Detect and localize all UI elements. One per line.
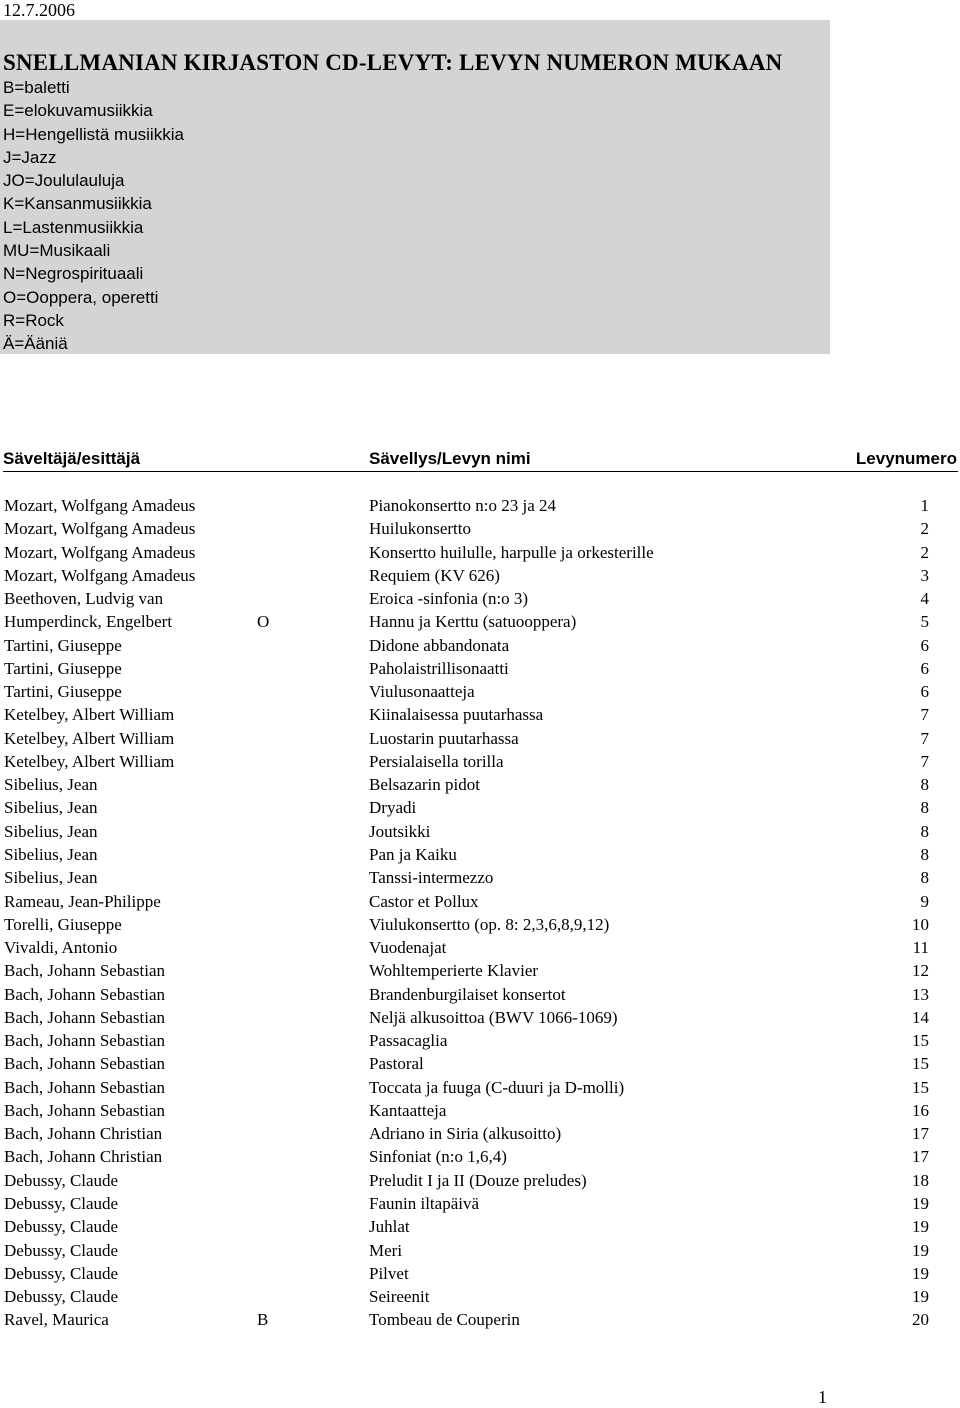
number-cell: 4 [920, 589, 929, 609]
table-row [0, 1285, 960, 1308]
number-cell: 7 [920, 751, 929, 771]
artist-cell: Sibelius, Jean [4, 821, 98, 841]
page-number: 1 [818, 1387, 827, 1407]
artist-cell: Rameau, Jean-Philippe [4, 891, 161, 911]
document-title: SNELLMANIAN KIRJASTON CD-LEVYT: LEVYN NUMERON MUKAAN [3, 50, 783, 75]
title-cell: Wohltemperierte Klavier [369, 961, 539, 981]
title-cell: Hannu ja Kerttu (satuooppera) [369, 612, 577, 632]
genre-cell: O [257, 612, 270, 632]
genre-cell: B [257, 1310, 269, 1330]
number-cell: 19 [912, 1217, 929, 1237]
legend-item: H=Hengellistä musiikkia [3, 124, 184, 144]
document-date: 12.7.2006 [3, 0, 75, 20]
legend-item: R=Rock [3, 310, 64, 330]
table-row [0, 796, 960, 819]
number-cell: 2 [920, 519, 929, 539]
number-cell: 6 [920, 682, 929, 702]
artist-cell: Bach, Johann Sebastian [4, 984, 165, 1004]
title-cell: Paholaistrillisonaatti [369, 658, 509, 678]
number-cell: 5 [920, 612, 929, 632]
artist-cell: Sibelius, Jean [4, 868, 98, 888]
title-cell: Preludit I ja II (Douze preludes) [369, 1170, 587, 1190]
title-cell: Joutsikki [369, 821, 431, 841]
title-cell: Viulukonsertto (op. 8: 2,3,6,8,9,12) [369, 914, 610, 934]
title-cell: Tombeau de Couperin [369, 1310, 520, 1330]
artist-cell: Bach, Johann Christian [4, 1124, 163, 1144]
legend-item: J=Jazz [3, 147, 57, 167]
number-cell: 8 [920, 775, 929, 795]
artist-cell: Mozart, Wolfgang Amadeus [4, 565, 196, 585]
legend-item: JO=Joululauluja [3, 171, 125, 191]
artist-cell: Ketelbey, Albert William [4, 728, 175, 748]
number-cell: 7 [920, 705, 929, 725]
number-cell: 17 [912, 1124, 929, 1144]
artist-cell: Bach, Johann Sebastian [4, 1077, 165, 1097]
number-cell: 19 [912, 1193, 929, 1213]
title-cell: Viulusonaatteja [369, 682, 475, 702]
title-cell: Pilvet [369, 1263, 409, 1283]
table-row [0, 750, 960, 773]
legend-item: O=Ooppera, operetti [3, 287, 159, 307]
title-cell: Didone abbandonata [369, 635, 510, 655]
artist-cell: Bach, Johann Sebastian [4, 1007, 165, 1027]
artist-cell: Vivaldi, Antonio [4, 938, 118, 958]
number-cell: 15 [912, 1077, 929, 1097]
table-row [0, 1239, 960, 1262]
genre-legend [3, 76, 184, 356]
artist-cell: Bach, Johann Sebastian [4, 1100, 165, 1120]
number-cell: 8 [920, 798, 929, 818]
artist-cell: Debussy, Claude [4, 1217, 119, 1237]
title-cell: Sinfoniat (n:o 1,6,4) [369, 1147, 507, 1167]
title-cell: Brandenburgilaiset konsertot [369, 984, 566, 1004]
table-row [0, 517, 960, 540]
table-row [0, 890, 960, 913]
number-cell: 1 [920, 496, 929, 515]
artist-cell: Ketelbey, Albert William [4, 705, 175, 725]
table-row [0, 680, 960, 703]
number-cell: 19 [912, 1287, 929, 1307]
title-cell: Belsazarin pidot [369, 775, 480, 795]
table-row [0, 913, 960, 936]
title-cell: Tanssi-intermezzo [369, 868, 494, 888]
artist-cell: Sibelius, Jean [4, 775, 98, 795]
table-row [0, 1099, 960, 1122]
title-cell: Kantaatteja [369, 1100, 447, 1120]
title-cell: Castor et Pollux [369, 891, 479, 911]
number-cell: 8 [920, 868, 929, 888]
table-row [0, 820, 960, 843]
number-cell: 19 [912, 1263, 929, 1283]
artist-cell: Ravel, Maurica [4, 1310, 109, 1330]
table-row [0, 959, 960, 982]
artist-cell: Torelli, Giuseppe [4, 914, 122, 934]
title-cell: Eroica -sinfonia (n:o 3) [369, 589, 529, 609]
table-row [0, 866, 960, 889]
number-cell: 8 [920, 844, 929, 864]
table-row [0, 1006, 960, 1029]
title-cell: Passacaglia [369, 1031, 448, 1051]
artist-cell: Tartini, Giuseppe [4, 658, 122, 678]
table-row [0, 1308, 960, 1331]
legend-item: L=Lastenmusiikkia [3, 217, 144, 237]
table-row [0, 1029, 960, 1052]
title-cell: Seireenit [369, 1287, 430, 1307]
table-row [0, 541, 960, 564]
artist-cell: Debussy, Claude [4, 1287, 119, 1307]
table-row [0, 587, 960, 610]
legend-item: E=elokuvamusiikkia [3, 101, 153, 121]
number-cell: 20 [912, 1310, 929, 1330]
table-row [0, 1192, 960, 1215]
artist-cell: Debussy, Claude [4, 1193, 119, 1213]
number-cell: 3 [920, 565, 929, 585]
cd-table [0, 494, 960, 1332]
table-row [0, 843, 960, 866]
number-cell: 15 [912, 1031, 929, 1051]
table-row [0, 1145, 960, 1168]
artist-cell: Ketelbey, Albert William [4, 751, 175, 771]
number-cell: 16 [912, 1100, 929, 1120]
table-row [0, 1169, 960, 1192]
artist-cell: Debussy, Claude [4, 1263, 119, 1283]
legend-item: MU=Musikaali [3, 241, 111, 261]
legend-item: K=Kansanmusiikkia [3, 194, 152, 214]
number-cell: 6 [920, 658, 929, 678]
table-row [0, 1076, 960, 1099]
number-cell: 14 [912, 1007, 929, 1027]
title-cell: Luostarin puutarhassa [369, 728, 519, 748]
artist-cell: Mozart, Wolfgang Amadeus [4, 496, 196, 515]
artist-cell: Debussy, Claude [4, 1240, 119, 1260]
table-row [0, 1262, 960, 1285]
table-row [0, 634, 960, 657]
title-cell: Adriano in Siria (alkusoitto) [369, 1124, 562, 1144]
artist-cell: Bach, Johann Sebastian [4, 961, 165, 981]
table-row [0, 494, 960, 517]
table-row [0, 564, 960, 587]
number-cell: 7 [920, 728, 929, 748]
number-cell: 17 [912, 1147, 929, 1167]
artist-cell: Sibelius, Jean [4, 844, 98, 864]
legend-item: N=Negrospirituaali [3, 264, 144, 284]
number-cell: 11 [912, 938, 929, 958]
title-cell: Huilukonsertto [369, 519, 471, 539]
number-cell: 9 [920, 891, 929, 911]
number-cell: 2 [920, 542, 929, 562]
table-row [0, 1052, 960, 1075]
title-cell: Requiem (KV 626) [369, 565, 500, 585]
artist-cell: Beethoven, Ludvig van [4, 589, 164, 609]
header-rule [3, 471, 958, 472]
title-cell: Neljä alkusoittoa (BWV 1066-1069) [369, 1007, 618, 1027]
title-cell: Dryadi [369, 798, 417, 818]
title-cell: Kiinalaisessa puutarhassa [369, 705, 544, 725]
column-header-title: Sävellys/Levyn nimi [369, 449, 531, 468]
number-cell: 8 [920, 821, 929, 841]
column-header-number: Levynumero [855, 449, 957, 468]
title-cell: Faunin iltapäivä [369, 1193, 480, 1213]
title-cell: Pastoral [369, 1054, 424, 1074]
column-header-artist: Säveltäjä/esittäjä [3, 449, 141, 468]
artist-cell: Bach, Johann Christian [4, 1147, 163, 1167]
title-cell: Toccata ja fuuga (C-duuri ja D-molli) [369, 1077, 625, 1097]
title-cell: Pianokonsertto n:o 23 ja 24 [369, 496, 556, 515]
number-cell: 15 [912, 1054, 929, 1074]
artist-cell: Tartini, Giuseppe [4, 682, 122, 702]
artist-cell: Debussy, Claude [4, 1170, 119, 1190]
title-cell: Meri [369, 1240, 403, 1260]
table-row [0, 610, 960, 633]
table-row [0, 1122, 960, 1145]
title-cell: Vuodenajat [369, 938, 447, 958]
artist-cell: Tartini, Giuseppe [4, 635, 122, 655]
table-row [0, 773, 960, 796]
title-cell: Konsertto huilulle, harpulle ja orkesterille [369, 542, 654, 562]
artist-cell: Mozart, Wolfgang Amadeus [4, 542, 196, 562]
legend-item: Ä=Ääniä [3, 334, 68, 354]
number-cell: 19 [912, 1240, 929, 1260]
artist-cell: Bach, Johann Sebastian [4, 1031, 165, 1051]
artist-cell: Mozart, Wolfgang Amadeus [4, 519, 196, 539]
artist-cell: Bach, Johann Sebastian [4, 1054, 165, 1074]
table-row [0, 703, 960, 726]
title-cell: Persialaisella torilla [369, 751, 504, 771]
title-cell: Pan ja Kaiku [369, 844, 457, 864]
number-cell: 6 [920, 635, 929, 655]
number-cell: 12 [912, 961, 929, 981]
table-row [0, 983, 960, 1006]
legend-item: B=baletti [3, 78, 70, 97]
artist-cell: Humperdinck, Engelbert [4, 612, 173, 632]
table-row [0, 657, 960, 680]
number-cell: 13 [912, 984, 929, 1004]
table-row [0, 936, 960, 959]
table-row [0, 727, 960, 750]
number-cell: 10 [912, 914, 929, 934]
table-row [0, 1215, 960, 1238]
number-cell: 18 [912, 1170, 929, 1190]
title-cell: Juhlat [369, 1217, 410, 1237]
artist-cell: Sibelius, Jean [4, 798, 98, 818]
